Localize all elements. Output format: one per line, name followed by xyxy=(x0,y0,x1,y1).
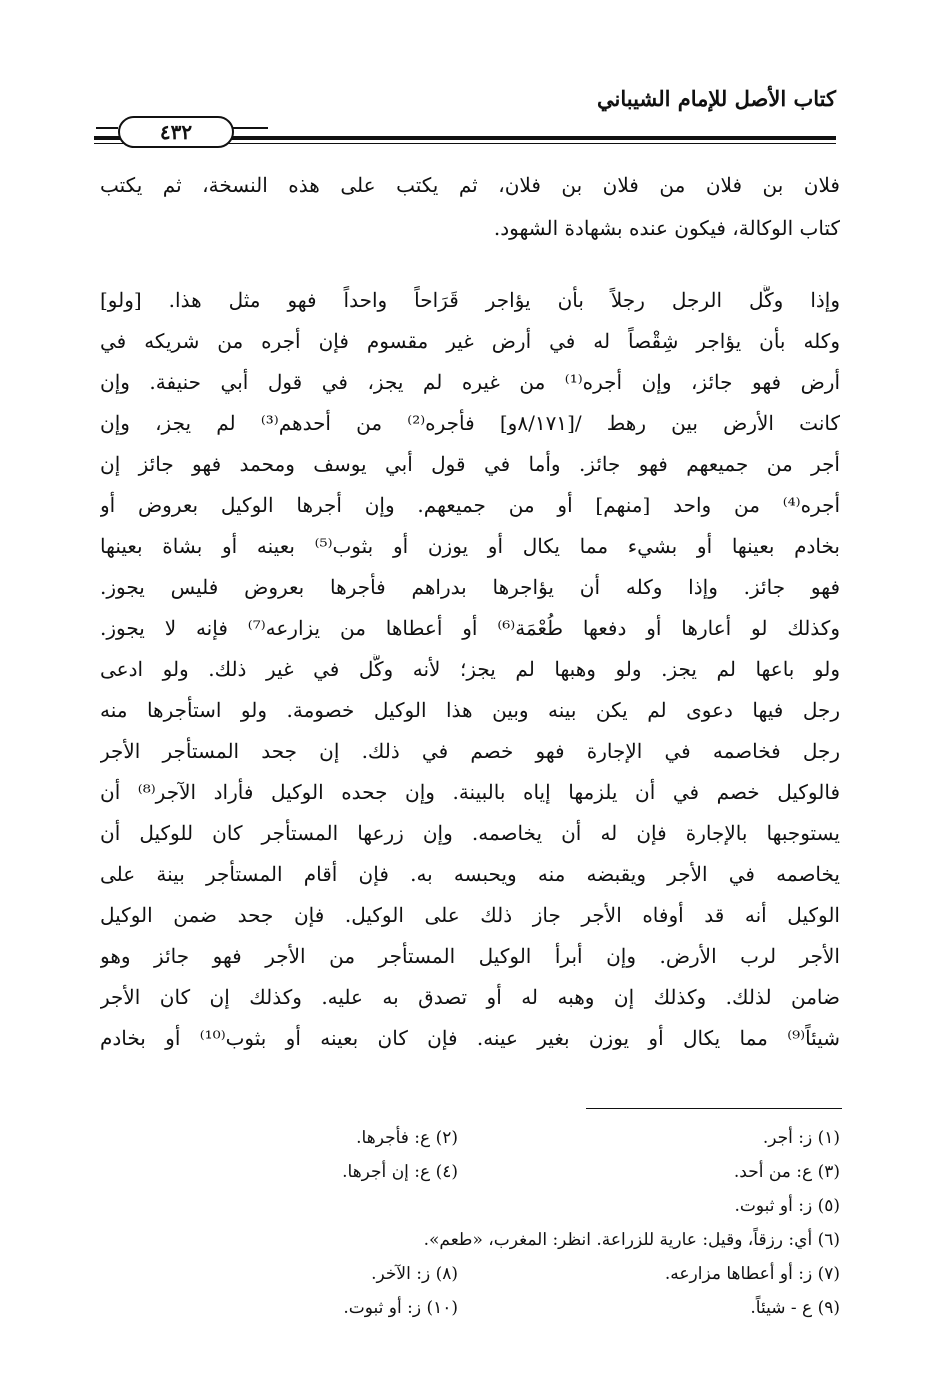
body-line: يخاصمه في الأجر ويقبضه منه ويحبسه به. فإن أقام المستأجر بينة على xyxy=(100,862,840,886)
footnote-10: (١٠) ز: أو ثبوت. xyxy=(343,1298,458,1318)
footnote-3: (٣) ع: من أحد. xyxy=(733,1162,840,1182)
body-line: الأجر لرب الأرض. وإن أبرأ الوكيل المستأجر من الأجر فهو جائز وهو xyxy=(100,944,840,968)
body-line: شيئاً⁽⁹⁾ مما يكال أو يوزن بغير عينه. فإن كان بعينه أو بثوب⁽¹⁰⁾ أو بخادم xyxy=(100,1026,840,1050)
body-line: فهو جائز. وإذا وكله أن يؤاجرها بدراهم فأجرها بعروض فليس يجوز. xyxy=(100,575,840,599)
footnote-9: (٩) ع - شيئاً. xyxy=(750,1298,840,1318)
body-line: فالوكيل خصم في أن يلزمها إياه بالبينة. وإن جحده الوكيل فأراد الآجر⁽⁸⁾ أن xyxy=(100,780,840,804)
body-line: يستوجبها بالإجارة فإن له أن يخاصمه. وإن زرعها المستأجر كان للوكيل أن xyxy=(100,821,840,845)
footnote-8: (٨) ز: الآخر. xyxy=(371,1264,458,1284)
footnote-1: (١) ز: أجر. xyxy=(762,1128,840,1148)
page-number-ornament-right xyxy=(232,127,268,129)
body-line: رجل فخاصمه في الإجارة فهو خصم في ذلك. إن جحد المستأجر الأجر xyxy=(100,739,840,763)
footnote-7: (٧) ز: أو أعطاها مزارعه. xyxy=(664,1264,840,1284)
footnote-5: (٥) ز: أو ثبوت. xyxy=(734,1196,840,1216)
body-line: كانت الأرض بين رهط /[٨/١٧١و] فأجره⁽²⁾ من أحدهم⁽³⁾ لم يجز، وإن xyxy=(100,411,840,435)
body-line: ولو باعها لم يجز. ولو وهبها لم يجز؛ لأنه وكَّل في غير ذلك. ولو ادعى xyxy=(100,657,840,681)
footnote-4: (٤) ع: إن أجرها. xyxy=(342,1162,458,1182)
footnote-separator xyxy=(586,1108,842,1109)
body-line: وإذا وكَّل الرجل رجلاً بأن يؤاجر قَرَاحاً واحداً فهو مثل هذا. [ولو] xyxy=(100,288,840,312)
body-line: أجره⁽⁴⁾ من واحد [منهم] أو من جميعهم. وإن أجرها الوكيل بعروض أو xyxy=(100,493,840,517)
body-line: الوكيل أنه قد أوفاه الأجر جاز ذلك على الوكيل. فإن جحد ضمن الوكيل xyxy=(100,903,840,927)
body-line: ضامن لذلك. وكذلك إن وهبه له أو تصدق به عليه. وكذلك إن كان الأجر xyxy=(100,985,840,1009)
body-line: وكذلك لو أعارها أو دفعها طُعْمَة⁽⁶⁾ أو أعطاها من يزارعه⁽⁷⁾ فإنه لا يجوز. xyxy=(100,616,840,640)
body-line: أرض فهو جائز، وإن أجره⁽¹⁾ من غيره لم يجز، في قول أبي حنيفة. وإن xyxy=(100,370,840,394)
footnote-2: (٢) ع: فأجرها. xyxy=(356,1128,458,1148)
running-title: كتاب الأصل للإمام الشيباني xyxy=(597,86,836,111)
body-line: رجل فيها دعوى لم يكن بينه وبين هذا الوكيل خصومة. ولو استأجرها منه xyxy=(100,698,840,722)
body-line: وكله بأن يؤاجر شِقْصاً له في أرض غير مقسوم فإن أجره من شريكه في xyxy=(100,329,840,353)
body-line: فلان بن فلان من فلان بن فلان، ثم يكتب على هذه النسخة، ثم يكتب xyxy=(100,173,840,197)
body-line: كتاب الوكالة، فيكون عنده بشهادة الشهود. xyxy=(493,216,840,240)
page-number-ornament-left xyxy=(96,127,118,129)
page-number: ٤٣٢ xyxy=(118,116,234,148)
footnote-6: (٦) أي: رزقاً، وقيل: عارية للزراعة. انظر: المغرب، «طعم». xyxy=(423,1230,840,1250)
body-line: بخادم بعينها أو بشيء مما يكال أو يوزن أو بثوب⁽⁵⁾ بعينه أو بشاة بعينها xyxy=(100,534,840,558)
body-line: أجر من جميعهم فهو جائز. وأما في قول أبي يوسف ومحمد فهو جائز إن xyxy=(100,452,840,476)
